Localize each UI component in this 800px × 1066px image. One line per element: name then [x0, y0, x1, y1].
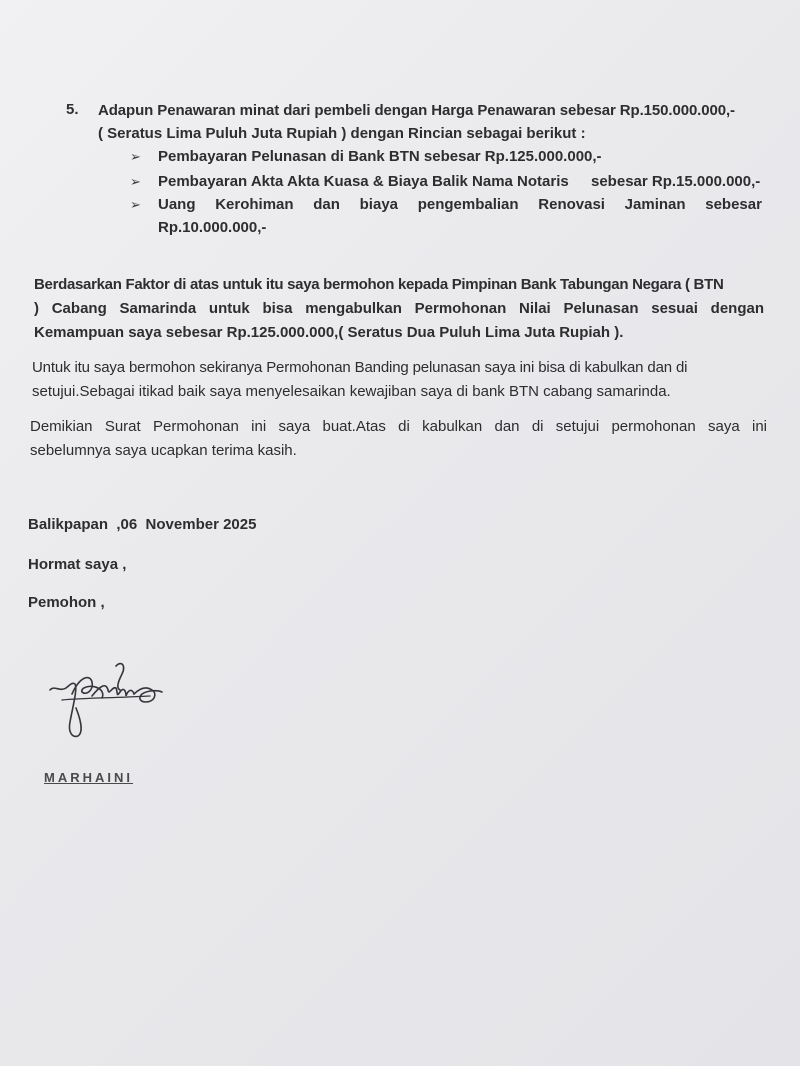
bullet-item-3-word: sebesar [705, 196, 762, 213]
bullet-item-3-word: biaya [359, 196, 398, 213]
paragraph2-line1: Untuk itu saya bermohon sekiranya Permohonan Banding pelunasan saya ini bisa di kabulkan dan di [32, 359, 688, 376]
item-number: 5. [66, 101, 79, 118]
handwritten-signature [42, 652, 172, 747]
signature-stroke [134, 688, 162, 702]
bullet-item-2a: Pembayaran Akta Akta Kuasa & Biaya Balik Nama Notaris [158, 173, 569, 190]
bullet-item-3-word: Kerohiman [215, 196, 294, 213]
arrow-bullet-icon: ➢ [130, 174, 141, 189]
item5-intro-line1: Adapun Penawaran minat dari pembeli dengan Harga Penawaran sebesar Rp.150.000.000,- [98, 102, 735, 119]
bullet-item-1: Pembayaran Pelunasan di Bank BTN sebesar Rp.125.000.000,- [158, 148, 602, 165]
bullet-item-2b: sebesar Rp.15.000.000,- [591, 173, 761, 190]
closing-greeting: Hormat saya , [28, 556, 127, 573]
paragraph3-line1: Demikian Surat Permohonan ini saya buat.Atas di kabulkan dan di setujui permohonan saya ini [30, 418, 767, 435]
arrow-bullet-icon: ➢ [130, 197, 141, 212]
signature-stroke [50, 683, 81, 736]
paragraph1-line3: Kemampuan saya sebesar Rp.125.000.000,( Seratus Dua Puluh Lima Juta Rupiah ). [34, 324, 624, 341]
paragraph2-line2: setujui.Sebagai itikad baik saya menyelesaikan kewajiban saya di bank BTN cabang samarinda. [32, 383, 671, 400]
bullet-item-3-word: pengembalian [417, 196, 519, 213]
place-date: Balikpapan ,06 November 2025 [28, 516, 257, 533]
paragraph1-line2: ) Cabang Samarinda untuk bisa mengabulkan Permohonan Nilai Pelunasan sesuai dengan [34, 300, 764, 317]
item5-intro-line2: ( Seratus Lima Puluh Juta Rupiah ) dengan Rincian sebagai berikut : [98, 125, 586, 142]
applicant-label: Pemohon , [28, 594, 105, 611]
bullet-item-3-word: Uang [158, 196, 196, 213]
bullet-item-3-continuation: Rp.10.000.000,- [158, 219, 267, 236]
bullet-item-3-word: dan [313, 196, 340, 213]
signature-stroke [72, 678, 103, 698]
bullet-item-3-word: Jaminan [624, 196, 686, 213]
paragraph3-line2: sebelumnya saya ucapkan terima kasih. [30, 442, 297, 459]
signer-name: MARHAINI [44, 770, 133, 785]
bullet-item-3 [158, 195, 762, 215]
paragraph1-line1: Berdasarkan Faktor di atas untuk itu saya bermohon kepada Pimpinan Bank Tabungan Negara ( BTN [34, 276, 724, 293]
signature-stroke [116, 664, 124, 690]
bullet-item-3-word: Renovasi [538, 196, 605, 213]
arrow-bullet-icon: ➢ [130, 149, 141, 164]
